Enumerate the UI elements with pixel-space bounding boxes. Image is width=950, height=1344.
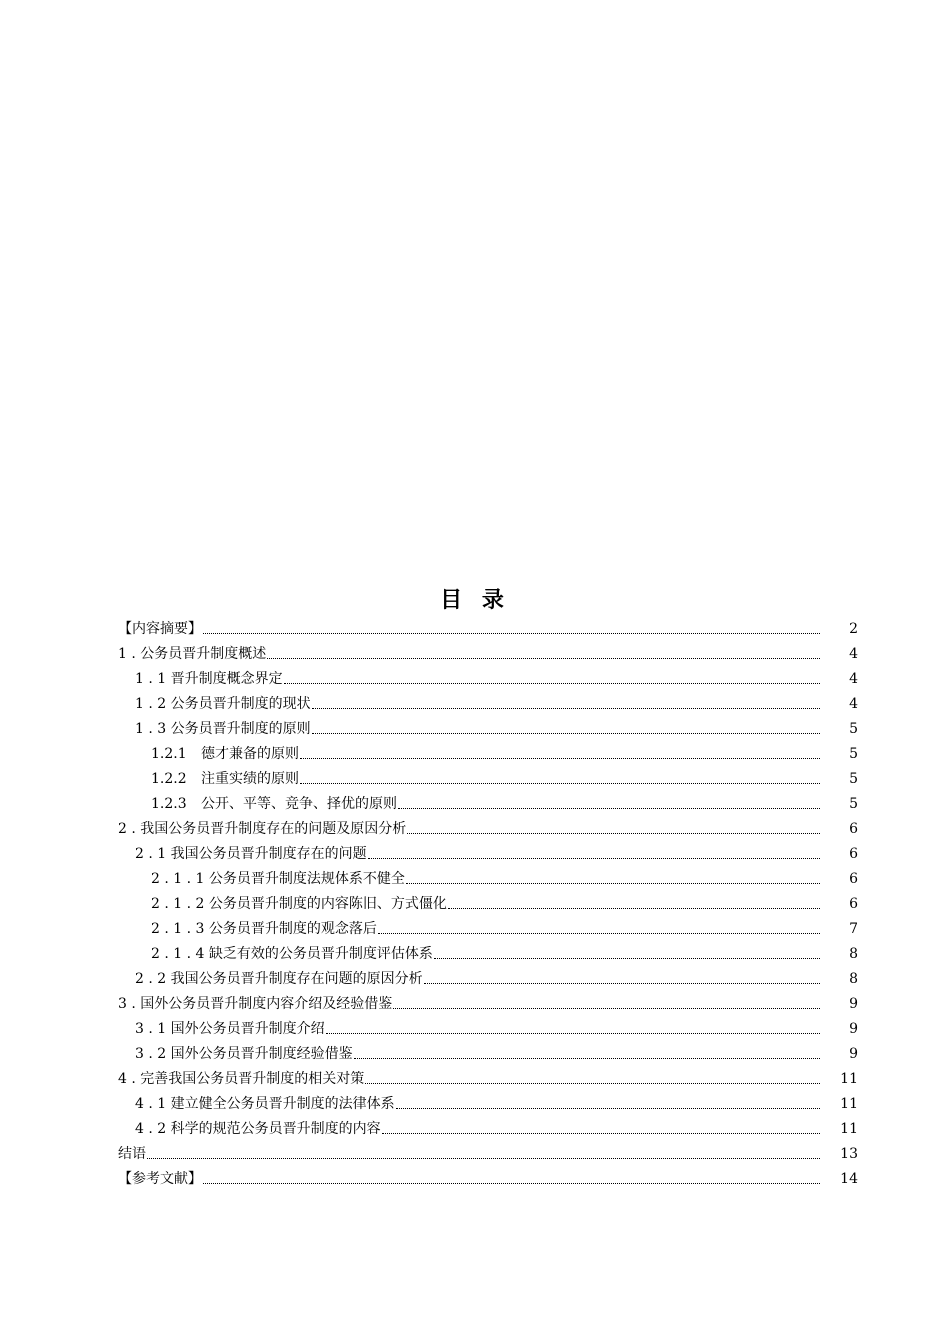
table-of-contents xyxy=(118,613,858,1188)
toc-entry-title: 4 . 完善我国公务员晋升制度的相关对策 xyxy=(118,1071,365,1087)
toc-entry[interactable] xyxy=(118,713,858,738)
dot-leader xyxy=(312,732,820,734)
toc-entry[interactable] xyxy=(118,738,858,763)
dot-leader xyxy=(406,882,820,884)
toc-entry[interactable] xyxy=(118,938,858,963)
toc-entry-title: 4 . 2 科学的规范公务员晋升制度的内容 xyxy=(135,1121,381,1137)
toc-entry-title xyxy=(151,795,397,813)
toc-entry-label: 德才兼备的原则 xyxy=(201,746,299,762)
dot-leader xyxy=(393,1007,820,1009)
toc-entry-title: 1 . 公务员晋升制度概述 xyxy=(118,646,267,662)
toc-entry-title: 【内容摘要】 xyxy=(118,621,202,637)
toc-page-number: 11 xyxy=(840,1071,858,1087)
toc-entry-title xyxy=(151,770,299,788)
toc-entry-title: 3 . 2 国外公务员晋升制度经验借鉴 xyxy=(135,1046,353,1062)
dot-leader xyxy=(424,982,820,984)
toc-entry-title: 【参考文献】 xyxy=(118,1171,202,1187)
toc-entry-title: 2 . 2 我国公务员晋升制度存在问题的原因分析 xyxy=(135,971,423,987)
toc-page-number: 14 xyxy=(840,1171,858,1187)
toc-entry-title: 2 . 我国公务员晋升制度存在的问题及原因分析 xyxy=(118,821,407,837)
toc-entry-title: 3 . 国外公务员晋升制度内容介绍及经验借鉴 xyxy=(118,996,393,1012)
dot-leader xyxy=(147,1157,820,1159)
toc-entry[interactable] xyxy=(118,1038,858,1063)
toc-entry[interactable] xyxy=(118,663,858,688)
toc-entry[interactable] xyxy=(118,613,858,638)
dot-leader xyxy=(396,1107,820,1109)
toc-page-number: 6 xyxy=(849,846,858,862)
toc-page-number: 5 xyxy=(849,796,858,812)
toc-page-number: 4 xyxy=(849,671,858,687)
toc-entry[interactable] xyxy=(118,1113,858,1138)
toc-page-number: 11 xyxy=(840,1096,858,1112)
toc-entry[interactable] xyxy=(118,988,858,1013)
dot-leader xyxy=(300,782,820,784)
toc-page-number: 9 xyxy=(849,1046,858,1062)
toc-entry[interactable] xyxy=(118,688,858,713)
toc-page-number: 6 xyxy=(849,821,858,837)
dot-leader xyxy=(382,1132,820,1134)
toc-entry[interactable] xyxy=(118,1088,858,1113)
toc-page-number: 6 xyxy=(849,896,858,912)
toc-entry[interactable] xyxy=(118,838,858,863)
toc-entry[interactable] xyxy=(118,888,858,913)
toc-entry-title: 1 . 1 晋升制度概念界定 xyxy=(135,671,283,687)
dot-leader xyxy=(398,807,820,809)
toc-entry[interactable] xyxy=(118,913,858,938)
toc-page-number: 4 xyxy=(849,646,858,662)
toc-entry[interactable] xyxy=(118,1138,858,1163)
dot-leader xyxy=(407,832,820,834)
toc-entry[interactable] xyxy=(118,1013,858,1038)
toc-entry-title: 2 . 1 我国公务员晋升制度存在的问题 xyxy=(135,846,367,862)
dot-leader xyxy=(203,632,820,634)
toc-entry-title xyxy=(151,745,299,763)
toc-entry[interactable] xyxy=(118,1063,858,1088)
toc-entry[interactable] xyxy=(118,763,858,788)
toc-entry-title: 3 . 1 国外公务员晋升制度介绍 xyxy=(135,1021,325,1037)
toc-entry[interactable] xyxy=(118,863,858,888)
toc-entry[interactable] xyxy=(118,788,858,813)
toc-entry-title: 1 . 3 公务员晋升制度的原则 xyxy=(135,721,311,737)
dot-leader xyxy=(300,757,820,759)
dot-leader xyxy=(378,932,820,934)
toc-entry-number: 1.2.1 xyxy=(151,746,187,762)
toc-entry-title: 2 . 1 . 3 公务员晋升制度的观念落后 xyxy=(151,921,377,937)
toc-page-number: 2 xyxy=(849,621,858,637)
toc-entry-title: 2 . 1 . 1 公务员晋升制度法规体系不健全 xyxy=(151,871,405,887)
toc-page-number: 5 xyxy=(849,721,858,737)
toc-entry[interactable] xyxy=(118,1163,858,1188)
toc-entry-label: 注重实绩的原则 xyxy=(201,771,299,787)
dot-leader xyxy=(354,1057,820,1059)
toc-entry-number: 1.2.2 xyxy=(151,771,187,787)
toc-entry-title: 2 . 1 . 4 缺乏有效的公务员晋升制度评估体系 xyxy=(151,946,433,962)
dot-leader xyxy=(326,1032,820,1034)
toc-entry-title: 4 . 1 建立健全公务员晋升制度的法律体系 xyxy=(135,1096,395,1112)
toc-title: 目 录 xyxy=(440,588,510,613)
toc-page-number: 4 xyxy=(849,696,858,712)
toc-page-number: 9 xyxy=(849,996,858,1012)
toc-page-number: 13 xyxy=(840,1146,858,1162)
dot-leader xyxy=(434,957,820,959)
toc-entry-label: 公开、平等、竞争、择优的原则 xyxy=(201,796,397,812)
toc-page-number: 8 xyxy=(849,971,858,987)
dot-leader xyxy=(365,1082,820,1084)
toc-entry-title: 结语 xyxy=(118,1146,146,1162)
toc-page-number: 5 xyxy=(849,771,858,787)
toc-entry-title: 1 . 2 公务员晋升制度的现状 xyxy=(135,696,311,712)
toc-entry[interactable] xyxy=(118,813,858,838)
toc-page-number: 6 xyxy=(849,871,858,887)
dot-leader xyxy=(312,707,820,709)
toc-page-number: 8 xyxy=(849,946,858,962)
toc-entry[interactable] xyxy=(118,638,858,663)
toc-entry-title: 2 . 1 . 2 公务员晋升制度的内容陈旧、方式僵化 xyxy=(151,896,447,912)
dot-leader xyxy=(203,1182,820,1184)
dot-leader xyxy=(267,657,820,659)
dot-leader xyxy=(368,857,820,859)
dot-leader xyxy=(448,907,820,909)
toc-page-number: 11 xyxy=(840,1121,858,1137)
toc-page-number: 9 xyxy=(849,1021,858,1037)
dot-leader xyxy=(284,682,820,684)
toc-page-number: 7 xyxy=(849,921,858,937)
toc-entry[interactable] xyxy=(118,963,858,988)
toc-page-number: 5 xyxy=(849,746,858,762)
toc-entry-number: 1.2.3 xyxy=(151,796,187,812)
